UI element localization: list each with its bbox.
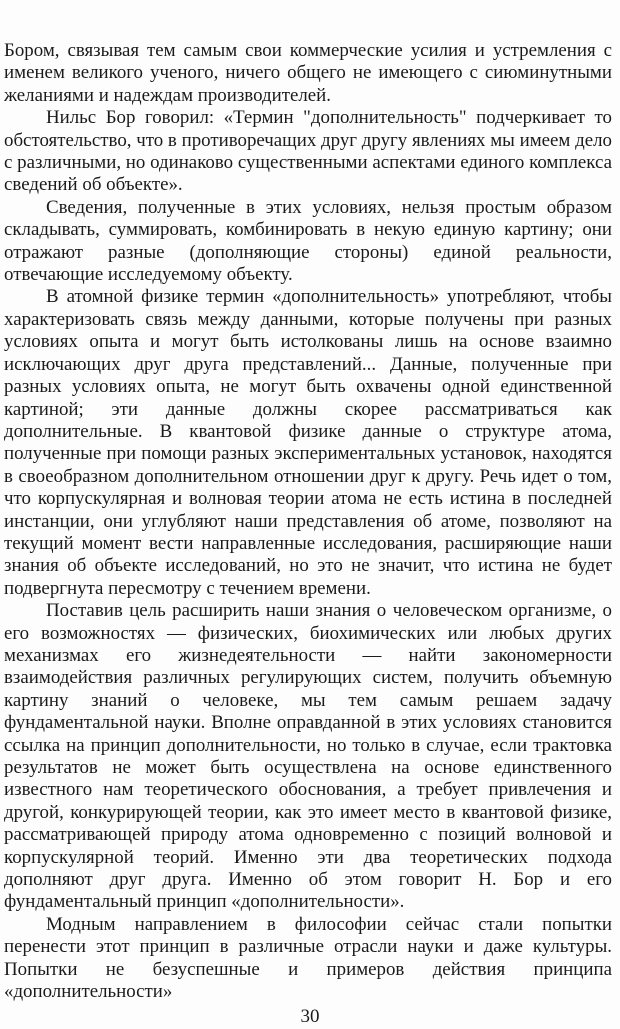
paragraph-information: Сведения, полученные в этих условиях, нельзя простым образом складывать, суммировать, комбинировать в некую единую картину; они отражают разные (дополняющие стороны) единой реальности, отвечающие исследуемому объекту. [4,196,612,286]
paragraph-human-organism: Поставив цель расширить наши знания о человеческом организме, о его возможностях — физических, биохимических или любых других механизмах его жизнедеятельности — найти закономерности взаимодействия различных регулирующих систем, получить объемную картину знаний о человеке, мы тем самым решаем задачу фундаментальной науки. Вполне оправданной в этих условиях становится ссылка на принцип дополнительности, но только в случае, если трактовка результатов не может быть осуществлена на основе единственного известного нам теоретического обоснования, а требует привлечения и другой, конкурирующей теории, как это имеет место в квантовой физике, рассматривающей природу атома одновременно с позиций волновой и корпускулярной теорий. Именно эти два теоретических подхода дополняют друг друга. Именно об этом говорит Н. Бор и его фундаментальный принцип «дополнительности». [4,600,612,913]
paragraph-continued: Бором, связывая тем самым свои коммерческие усилия и устремления с именем великого ученого, ничего общего не имеющего с сиюминутными желаниями и надеждам производителей. [4,40,612,106]
paragraph-philosophy: Модным направлением в философии сейчас стали попытки перенести этот принцип в различные отрасли науки и даже культуры. Попытки не безуспешные и примеров действия принципа «дополнительности» [4,913,612,1003]
paragraph-bohr-quote: Нильс Бор говорил: «Термин "дополнительность" подчеркивает то обстоятельство, что в противоречащих друг другу явлениях мы имеем дело с различными, но одинаково существенными аспектами единого комплекса сведений об объекте». [4,107,612,196]
paragraph-atomic-physics: В атомной физике термин «дополнительность» употребляют, чтобы характеризовать связь между данными, которые получены при разных условиях опыта и могут быть истолкованы лишь на основе взаимно исключающих друг друга представлений... Данные, полученные при разных условиях опыта, не могут быть охвачены одной единственной картиной; эти данные должны скорее рассматриваться как дополнительные. В квантовой физике данные о структуре атома, полученные при помощи разных экспериментальных установок, находятся в своеобразном дополнительном отношении друг к другу. Речь идет о том, что корпускулярная и волновая теории атома не есть истина в последней инстанции, они углубляют наши представления об атоме, позволяют на текущий момент вести направленные исследования, расширяющие наши знания об объекте исследований, но это не значит, что истина не будет подвергнута пересмотру с течением времени. [4,286,612,599]
body-text [4,40,612,1003]
page-number: 30 [300,1006,320,1027]
